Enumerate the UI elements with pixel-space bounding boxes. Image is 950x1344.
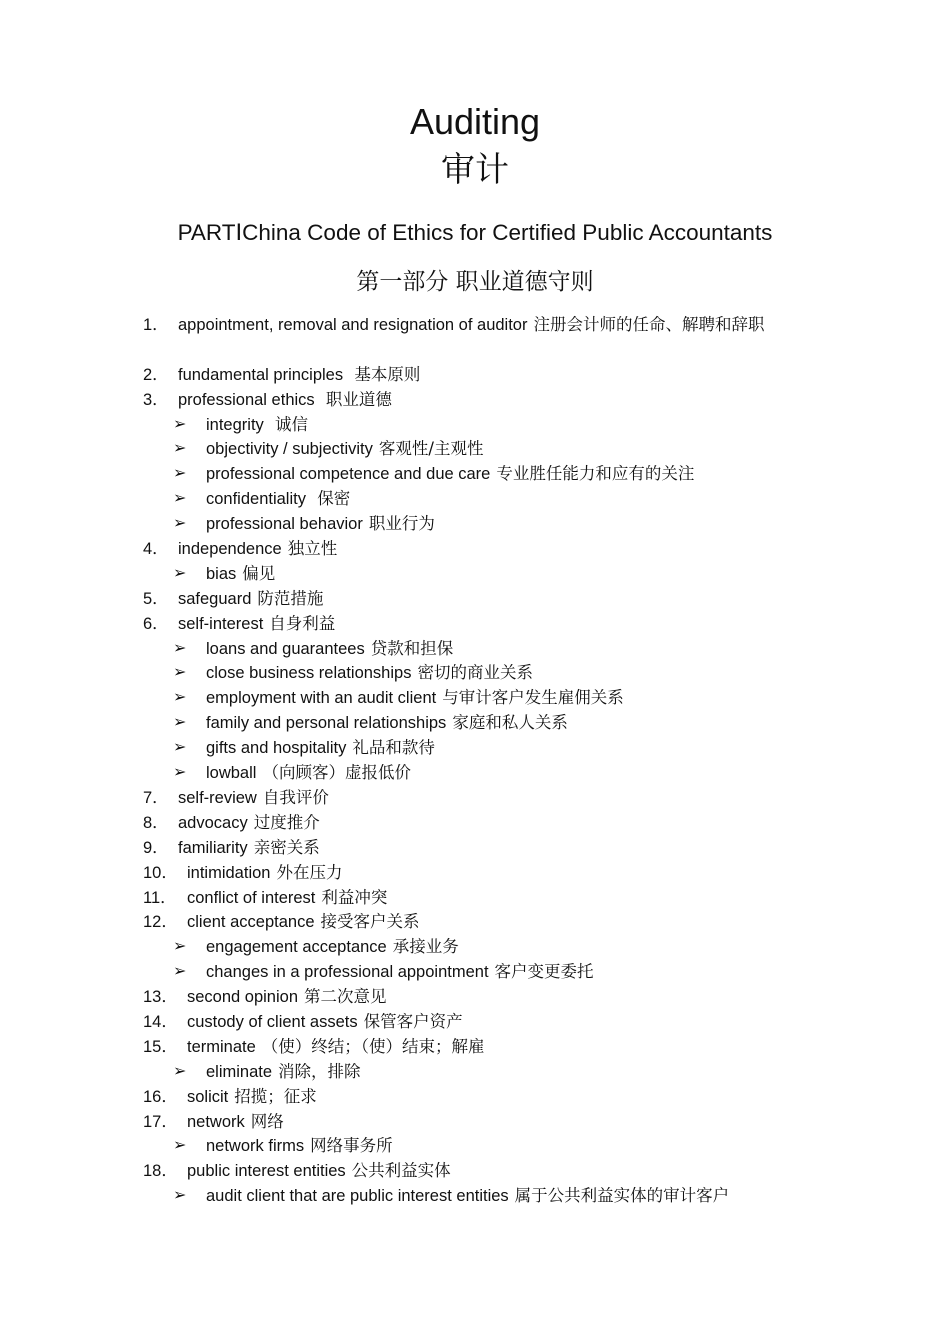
term-text xyxy=(206,736,435,761)
arrow-bullet-icon: ➢ xyxy=(173,714,187,732)
term-chinese: 诚信 xyxy=(269,414,309,434)
list-item xyxy=(0,1159,950,1184)
term-chinese: 专业胜任能力和应有的关注 xyxy=(496,464,695,484)
arrow-bullet-icon: ➢ xyxy=(173,465,187,483)
list-item xyxy=(0,363,950,388)
item-number: 9． xyxy=(143,838,169,857)
term-english: safeguard xyxy=(178,589,252,608)
arrow-bullet-icon: ➢ xyxy=(173,639,187,657)
term-chinese: 职业行为 xyxy=(368,514,435,534)
sub-list-item xyxy=(0,1060,950,1085)
list-item xyxy=(0,1010,950,1035)
term-text xyxy=(187,1035,810,1060)
list-item xyxy=(0,388,950,413)
term-english: familiarity xyxy=(178,838,248,857)
item-number: 17． xyxy=(143,1112,178,1131)
arrow-bullet-icon: ➢ xyxy=(173,664,187,682)
term-english: professional competence and due care xyxy=(206,465,491,484)
list-item xyxy=(0,1035,950,1060)
term-text xyxy=(206,487,350,512)
term-text xyxy=(187,910,810,935)
term-chinese: 招揽；征求 xyxy=(234,1086,317,1106)
term-chinese: 贷款和担保 xyxy=(370,638,454,658)
term-chinese: 客观性/主观性 xyxy=(378,439,484,459)
term-text xyxy=(206,686,624,711)
term-english: intimidation xyxy=(187,863,271,882)
term-english: integrity xyxy=(206,415,264,434)
sub-list-item xyxy=(0,686,950,711)
arrow-bullet-icon: ➢ xyxy=(173,415,187,433)
item-number: 14． xyxy=(143,1012,178,1031)
list-item xyxy=(0,811,950,836)
term-text xyxy=(178,537,810,562)
term-text xyxy=(206,1060,361,1085)
term-text xyxy=(206,761,411,786)
arrow-bullet-icon: ➢ xyxy=(173,689,187,707)
term-english: family and personal relationships xyxy=(206,714,447,733)
term-english: custody of client assets xyxy=(187,1012,358,1031)
term-chinese: 属于公共利益实体的审计客户 xyxy=(514,1186,730,1206)
term-text xyxy=(187,1110,810,1135)
list-item xyxy=(0,786,950,811)
sub-list-item xyxy=(0,562,950,587)
term-chinese: 接受客户关系 xyxy=(320,912,420,932)
item-number: 1． xyxy=(143,316,169,334)
term-chinese: 客户变更委托 xyxy=(494,962,594,982)
sub-list-item xyxy=(0,711,950,736)
term-chinese: 密切的商业关系 xyxy=(417,663,533,683)
term-text xyxy=(178,363,810,388)
term-english: conflict of interest xyxy=(187,888,316,907)
item-number: 4． xyxy=(143,540,169,559)
term-text xyxy=(206,661,533,686)
term-english: public interest entities xyxy=(187,1162,346,1181)
term-english: changes in a professional appointment xyxy=(206,963,489,982)
item-number: 12． xyxy=(143,913,178,932)
term-text xyxy=(187,886,810,911)
glossary-list xyxy=(0,313,950,1209)
term-chinese: 保密 xyxy=(311,489,351,509)
arrow-bullet-icon: ➢ xyxy=(173,1187,187,1205)
term-text xyxy=(206,413,308,438)
term-chinese: （向顾客）虚报低价 xyxy=(262,763,411,783)
list-item xyxy=(0,886,950,911)
term-english: fundamental principles xyxy=(178,365,344,384)
term-english: self-review xyxy=(178,788,257,807)
term-english: confidentiality xyxy=(206,490,306,509)
term-text xyxy=(206,1184,729,1209)
part-heading: PARTⅠChina Code of Ethics for Certified Public Accountants xyxy=(177,220,773,245)
part-heading-chinese: 第一部分 职业道德守则 xyxy=(356,269,594,295)
term-chinese: 第二次意见 xyxy=(304,987,387,1007)
term-text xyxy=(173,313,810,338)
item-number: 18． xyxy=(143,1162,178,1181)
term-text xyxy=(206,462,694,487)
term-text xyxy=(206,437,483,462)
term-english: self-interest xyxy=(178,614,264,633)
sub-list-item xyxy=(0,637,950,662)
list-item xyxy=(0,861,950,886)
term-text xyxy=(206,960,594,985)
arrow-bullet-icon: ➢ xyxy=(173,764,187,782)
arrow-bullet-icon: ➢ xyxy=(173,564,187,582)
term-text xyxy=(187,1085,810,1110)
term-chinese: 礼品和款待 xyxy=(352,738,435,758)
item-number: 11． xyxy=(143,888,177,907)
term-english: employment with an audit client xyxy=(206,689,437,708)
term-text xyxy=(206,1134,393,1159)
list-item xyxy=(0,587,950,612)
list-item xyxy=(0,313,950,363)
term-text xyxy=(187,1159,810,1184)
term-text xyxy=(206,711,568,736)
sub-list-item xyxy=(0,960,950,985)
arrow-bullet-icon: ➢ xyxy=(173,1137,187,1155)
term-chinese: 外在压力 xyxy=(276,862,343,882)
sub-list-item xyxy=(0,413,950,438)
list-item xyxy=(0,985,950,1010)
term-chinese: 承接业务 xyxy=(392,937,459,957)
term-chinese: 网络事务所 xyxy=(310,1136,393,1156)
term-english: professional ethics xyxy=(178,390,315,409)
term-text xyxy=(178,836,810,861)
term-english: engagement acceptance xyxy=(206,938,387,957)
item-number: 10． xyxy=(143,863,178,882)
document-title-chinese: 审计 xyxy=(441,150,509,190)
term-english: audit client that are public interest entities xyxy=(206,1187,509,1206)
item-number: 16． xyxy=(143,1087,178,1106)
sub-list-item xyxy=(0,1184,950,1209)
sub-list-item xyxy=(0,487,950,512)
term-english: gifts and hospitality xyxy=(206,739,347,758)
term-text xyxy=(187,1010,810,1035)
term-english: client acceptance xyxy=(187,913,315,932)
term-chinese: 公共利益实体 xyxy=(351,1161,451,1181)
term-chinese: 亲密关系 xyxy=(253,837,320,857)
list-item xyxy=(0,612,950,637)
term-english: close business relationships xyxy=(206,664,412,683)
term-text xyxy=(178,612,810,637)
term-text xyxy=(178,587,810,612)
term-text xyxy=(187,861,810,886)
term-english: lowball xyxy=(206,764,257,783)
item-number: 8． xyxy=(143,813,169,832)
term-chinese: 过度推介 xyxy=(253,812,320,832)
term-text xyxy=(178,388,810,413)
term-chinese: 职业道德 xyxy=(320,389,392,409)
sub-list-item xyxy=(0,462,950,487)
sub-list-item xyxy=(0,1134,950,1159)
term-text xyxy=(206,562,275,587)
sub-list-item xyxy=(0,661,950,686)
term-text xyxy=(206,512,435,537)
sub-list-item xyxy=(0,512,950,537)
list-item xyxy=(0,910,950,935)
item-number: 6． xyxy=(143,614,169,633)
term-english: advocacy xyxy=(178,813,248,832)
term-english: solicit xyxy=(187,1087,229,1106)
term-chinese: 利益冲突 xyxy=(321,887,388,907)
item-number: 15． xyxy=(143,1037,178,1056)
arrow-bullet-icon: ➢ xyxy=(173,963,187,981)
term-chinese: 注册会计师的任命、解聘和辞职 xyxy=(533,315,765,334)
term-chinese: 防范措施 xyxy=(257,588,324,608)
term-chinese: 家庭和私人关系 xyxy=(452,713,568,733)
arrow-bullet-icon: ➢ xyxy=(173,440,187,458)
term-chinese: （使）终结；（使）结束；解雇 xyxy=(261,1036,485,1056)
term-english: network firms xyxy=(206,1137,305,1156)
arrow-bullet-icon: ➢ xyxy=(173,515,187,533)
term-chinese: 自身利益 xyxy=(269,613,336,633)
term-english: eliminate xyxy=(206,1062,273,1081)
term-english: objectivity / subjectivity xyxy=(206,440,373,459)
term-chinese: 与审计客户发生雇佣关系 xyxy=(442,688,624,708)
term-text xyxy=(178,786,810,811)
item-number: 13． xyxy=(143,988,178,1007)
term-english: second opinion xyxy=(187,988,299,1007)
term-english: independence xyxy=(178,540,282,559)
arrow-bullet-icon: ➢ xyxy=(173,1062,187,1080)
term-text xyxy=(178,811,810,836)
term-chinese: 偏见 xyxy=(242,563,276,583)
sub-list-item xyxy=(0,935,950,960)
list-item xyxy=(0,836,950,861)
item-number: 7． xyxy=(143,788,169,807)
item-number: 3． xyxy=(143,390,169,409)
item-number: 2． xyxy=(143,365,169,384)
term-chinese: 独立性 xyxy=(287,539,338,559)
term-chinese: 自我评价 xyxy=(262,787,329,807)
term-chinese: 保管客户资产 xyxy=(363,1011,463,1031)
term-english: terminate xyxy=(187,1037,256,1056)
term-chinese: 基本原则 xyxy=(349,364,421,384)
arrow-bullet-icon: ➢ xyxy=(173,938,187,956)
term-chinese: 消除，排除 xyxy=(278,1061,361,1081)
term-english: professional behavior xyxy=(206,515,363,534)
arrow-bullet-icon: ➢ xyxy=(173,739,187,757)
sub-list-item xyxy=(0,736,950,761)
document-title: Auditing xyxy=(409,101,541,142)
term-english: appointment, removal and resignation of auditor xyxy=(178,316,528,334)
list-item xyxy=(0,537,950,562)
term-text xyxy=(206,935,459,960)
list-item xyxy=(0,1085,950,1110)
sub-list-item xyxy=(0,761,950,786)
term-text xyxy=(206,637,453,662)
sub-list-item xyxy=(0,437,950,462)
term-text xyxy=(187,985,810,1010)
term-english: loans and guarantees xyxy=(206,639,365,658)
term-english: bias xyxy=(206,564,237,583)
arrow-bullet-icon: ➢ xyxy=(173,490,187,508)
item-number: 5． xyxy=(143,589,169,608)
term-english: network xyxy=(187,1112,245,1131)
list-item xyxy=(0,1110,950,1135)
term-chinese: 网络 xyxy=(250,1111,284,1131)
